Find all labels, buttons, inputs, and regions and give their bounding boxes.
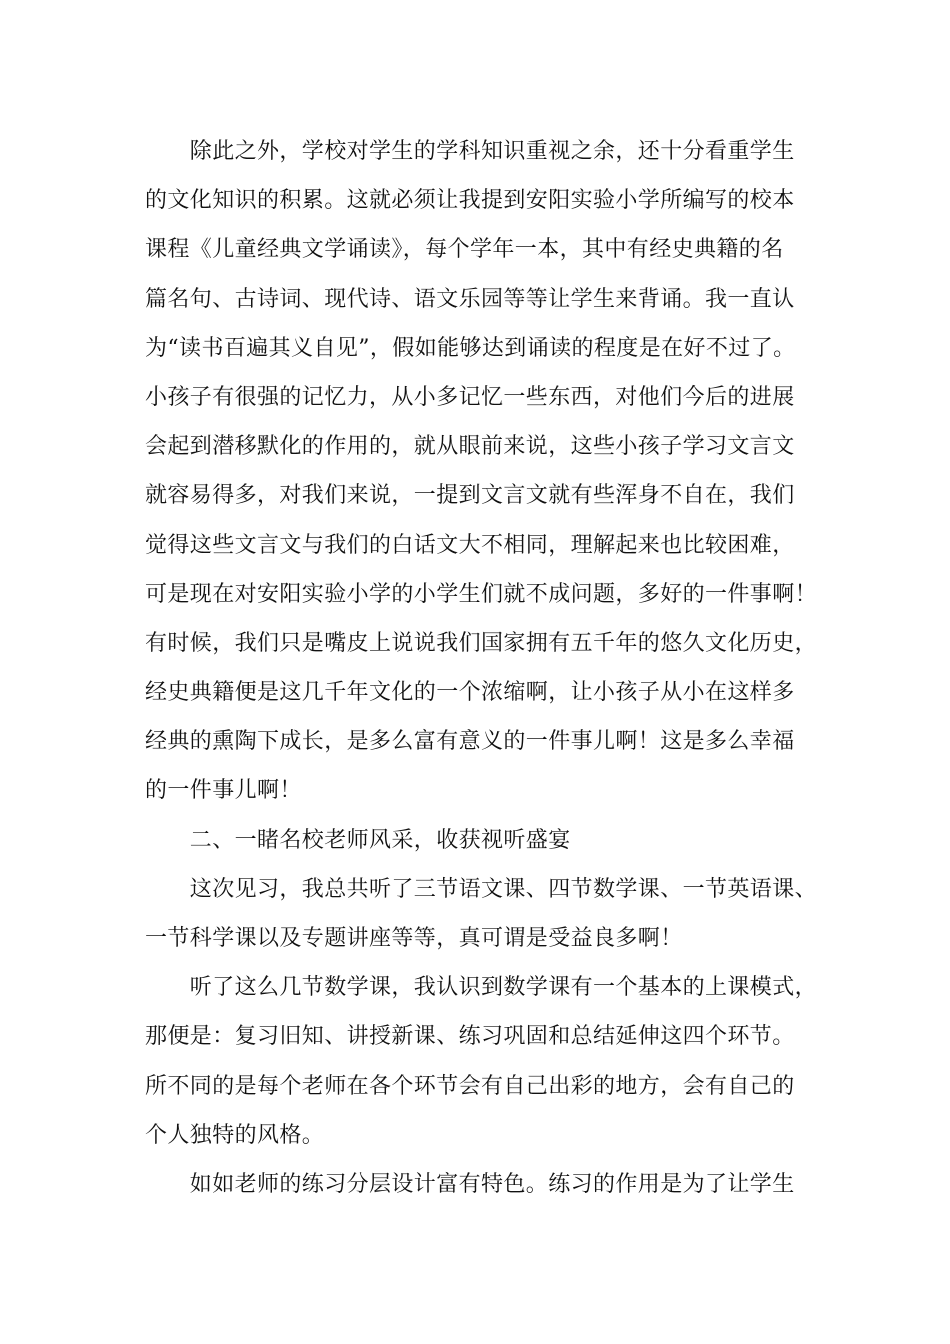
text-line: 会起到潜移默化的作用的，就从眼前来说，这些小孩子学习文言文: [145, 434, 795, 460]
text-line: 经典的熏陶下成长，是多么富有意义的一件事儿啊！这是多么幸福: [145, 729, 795, 755]
text-line: 觉得这些文言文与我们的白话文大不相同，理解起来也比较困难，: [145, 532, 795, 558]
text-line: 课程《儿童经典文学诵读》，每个学年一本，其中有经史典籍的名: [145, 237, 784, 263]
text-line: 除此之外，学校对学生的学科知识重视之余，还十分看重学生: [145, 139, 795, 164]
text-line: 听了这么几节数学课，我认识到数学课有一个基本的上课模式，: [145, 975, 818, 1001]
text-line: 一节科学课以及专题讲座等等，真可谓是受益良多啊！: [145, 926, 683, 951]
text-line: 这次见习，我总共听了三节语文课、四节数学课、一节英语课、: [145, 876, 818, 902]
text-line: 所不同的是每个老师在各个环节会有自己出彩的地方，会有自己的: [145, 1073, 795, 1099]
text-line: 可是现在对安阳实验小学的小学生们就不成问题，多好的一件事啊！: [145, 581, 818, 607]
text-line: 小孩子有很强的记忆力，从小多记忆一些东西，对他们今后的进展: [145, 384, 795, 410]
body-text: [145, 127, 835, 1209]
text-line: 那便是：复习旧知、讲授新课、练习巩固和总结延伸这四个环节。: [145, 1024, 795, 1050]
text-line: 的一件事儿啊！: [145, 778, 302, 804]
text-line: 的文化知识的积累。这就必须让我提到安阳实验小学所编写的校本: [145, 188, 795, 214]
text-line: 为“读书百遍其义自见”，假如能够达到诵读的程度是在好不过了。: [145, 335, 796, 361]
text-line: 有时候，我们只是嘴皮上说说我们国家拥有五千年的悠久文化历史，: [145, 630, 818, 656]
text-line: 就容易得多，对我们来说，一提到文言文就有些浑身不自在，我们: [145, 483, 795, 509]
text-line: 如如老师的练习分层设计富有特色。练习的作用是为了让学生: [145, 1171, 795, 1197]
text-line: 经史典籍便是这几千年文化的一个浓缩啊，让小孩子从小在这样多: [145, 680, 795, 706]
section-heading: 二、一睹名校老师风采，收获视听盛宴: [145, 827, 571, 853]
text-line: 篇名句、古诗词、现代诗、语文乐园等等让学生来背诵。我一直认: [145, 286, 795, 312]
text-line: 个人独特的风格。: [145, 1122, 325, 1148]
